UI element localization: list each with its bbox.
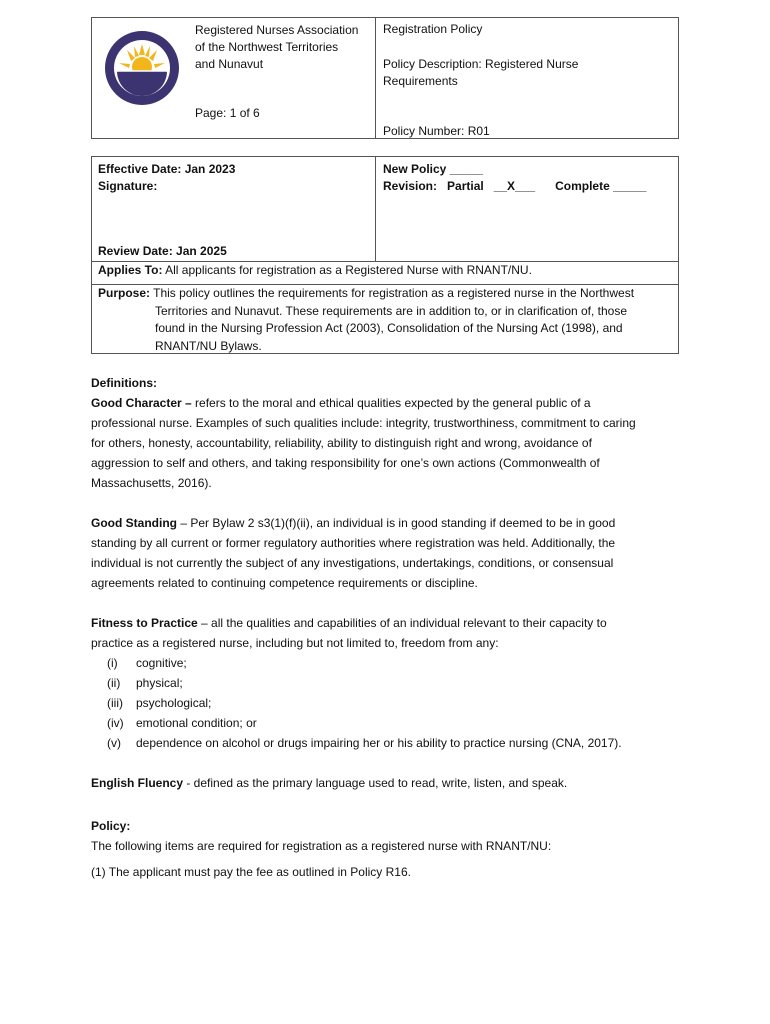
review-date: Review Date: Jan 2025 — [98, 244, 227, 258]
policy-intro: The following items are required for registration as a registered nurse with RNANT/NU: — [91, 839, 552, 853]
policy-title: Registration Policy — [383, 22, 483, 36]
policy-heading: Policy: — [91, 819, 131, 833]
info-row-divider — [92, 261, 678, 262]
info-divider — [375, 157, 376, 261]
definition-good-standing: Good Standing – Per Bylaw 2 s3(1)(f)(ii), an individual is in good standing if deemed to be in good standing by all current or former regulatory authorities where registration was held. Additionally, the individual is not currently the subject of any investigations, undertakings, conditions, or consensual agreements related to continuing competence requirements or discipline. — [91, 516, 616, 590]
definition-good-character: Good Character – refers to the moral and ethical qualities expected by the general public of a professional nurse. Examples of such qualities include: integrity, trustworthiness, commitment to caring for others, honesty, accountability, reliability, ability to distinguish right and wrong, avoidance of aggression to self and others, and taking responsibility for one’s own actions (Commonwealth of Massachusetts, 2016). — [91, 396, 636, 490]
effective-date: Effective Date: Jan 2023 — [98, 162, 236, 176]
page-number: Page: 1 of 6 — [195, 106, 260, 120]
list-item: (i) cognitive; — [107, 656, 187, 670]
applies-to: Applies To: All applicants for registration as a Registered Nurse with RNANT/NU. — [98, 263, 532, 277]
signature-label: Signature: — [98, 179, 158, 193]
fitness-list — [91, 653, 681, 753]
organization-name: Registered Nurses Association of the Northwest Territories and Nunavut — [195, 23, 359, 71]
policy-body — [91, 373, 681, 882]
revision-block — [383, 161, 646, 195]
effective-block — [98, 161, 235, 195]
policy-description: Policy Description: Registered Nurse Requirements — [383, 57, 579, 88]
definition-english-fluency: English Fluency - defined as the primary language used to read, write, listen, and speak. — [91, 776, 568, 790]
purpose: Purpose: This policy outlines the requirements for registration as a registered nurse in the Northwest Territories and Nunavut. These requirements are in addition to, or in clarification of, those found in the Nursing Profession Act (2003), Consolidation of the Nursing Act (1998), and RNANT/NU Bylaws. — [98, 286, 635, 353]
policy-info-table — [91, 156, 679, 354]
list-item: (ii) physical; — [107, 676, 183, 690]
revision-status: Revision: Partial __X___ Complete _____ — [383, 179, 647, 193]
list-item: (v) dependence on alcohol or drugs impairing her or his ability to practice nursing (CNA, 2017). — [107, 736, 622, 750]
header-divider — [375, 18, 376, 138]
definitions-heading: Definitions: — [91, 376, 157, 390]
policy-header-table — [91, 17, 679, 139]
rnant-nu-logo — [104, 30, 180, 106]
list-item: (iii) psychological; — [107, 696, 212, 710]
policy-item-1: (1) The applicant must pay the fee as outlined in Policy R16. — [91, 865, 411, 879]
new-policy: New Policy _____ — [383, 162, 484, 176]
list-item: (iv) emotional condition; or — [107, 716, 257, 730]
policy-number: Policy Number: R01 — [383, 124, 490, 138]
definition-fitness-to-practice: Fitness to Practice – all the qualities and capabilities of an individual relevant to their capacity to practice as a registered nurse, including but not limited to, freedom from any: (i) cognitive; (ii) physical; (iii) psychological; (iv) emotional condition; or (v) dependence on alcohol or drugs impairing her or his ability to practice nursing (CNA, 2017). — [91, 613, 681, 753]
